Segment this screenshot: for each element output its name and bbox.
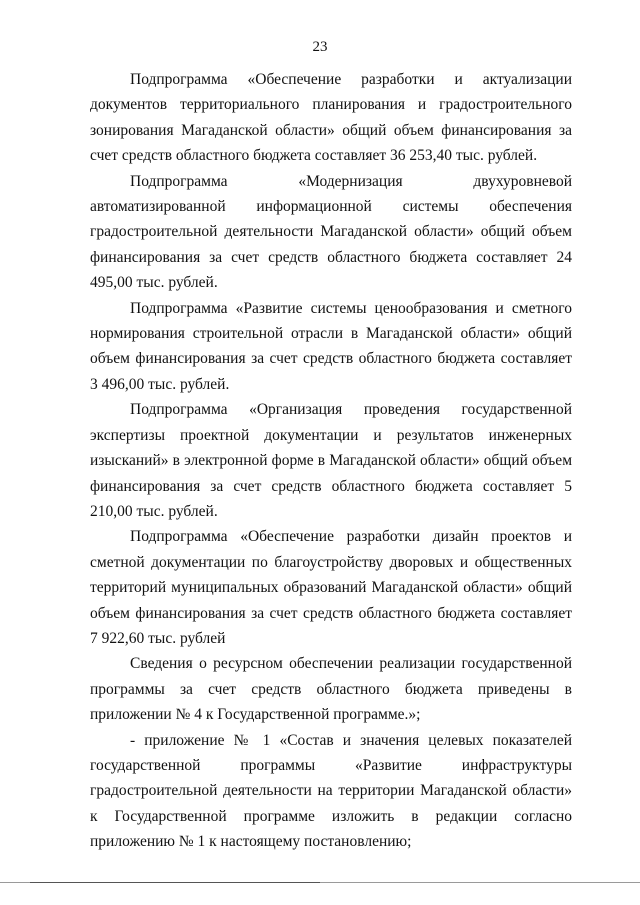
- paragraph-resource-provision: Сведения о ресурсном обеспечении реализации государственной программы за счет средств областного бюджета приведены в приложении № 4 к Государственной программе.»;: [90, 655, 572, 724]
- paragraph-subprogram-information-system: Подпрограмма «Модернизация двухуровневой автоматизированной информационной системы обеспечения градостроительной деятельности Магаданской области» общий объем финансирования за счет средств областного бюджета составляет 24 495,00 тыс. рублей.: [90, 172, 572, 292]
- bottom-scan-edge-dark: [30, 882, 320, 883]
- paragraph-subprogram-state-expertise: Подпрограмма «Организация проведения государственной экспертизы проектной документации и результатов инженерных изысканий» в электронной форме в Магаданской области» общий объем финансирования за счет средств областного бюджета составляет 5 210,00 тыс. рублей.: [90, 401, 572, 520]
- paragraph-appendix-1-amendment: - приложение № 1 «Состав и значения целевых показателей государственной программы «Развитие инфраструктуры градостроительной деятельности на территории Магаданской области» к Государственной программе изложить в редакции согласно приложению № 1 к настоящему постановлению;: [90, 731, 572, 851]
- document-body: [90, 67, 572, 855]
- page-number: 23: [312, 39, 328, 55]
- paragraph-subprogram-design-projects: Подпрограмма «Обеспечение разработки дизайн проектов и сметной документации по благоустройству дворовых и общественных территорий муниципальных образований Магаданской области» общий объем финансирования за счет средств областного бюджета составляет 7 922,60 тыс. рублей: [90, 528, 572, 647]
- paragraph-subprogram-pricing-system: Подпрограмма «Развитие системы ценообразования и сметного нормирования строительной отрасли в Магаданской области» общий объем финансирования за счет средств областного бюджета составляет 3 496,00 тыс. рублей.: [90, 299, 572, 393]
- paragraph-subprogram-territorial-planning: Подпрограмма «Обеспечение разработки и актуализации документов территориального планирования и градостроительного зонирования Магаданской области» общий объем финансирования за счет средств областного бюджета составляет 36 253,40 тыс. рублей.: [90, 71, 572, 165]
